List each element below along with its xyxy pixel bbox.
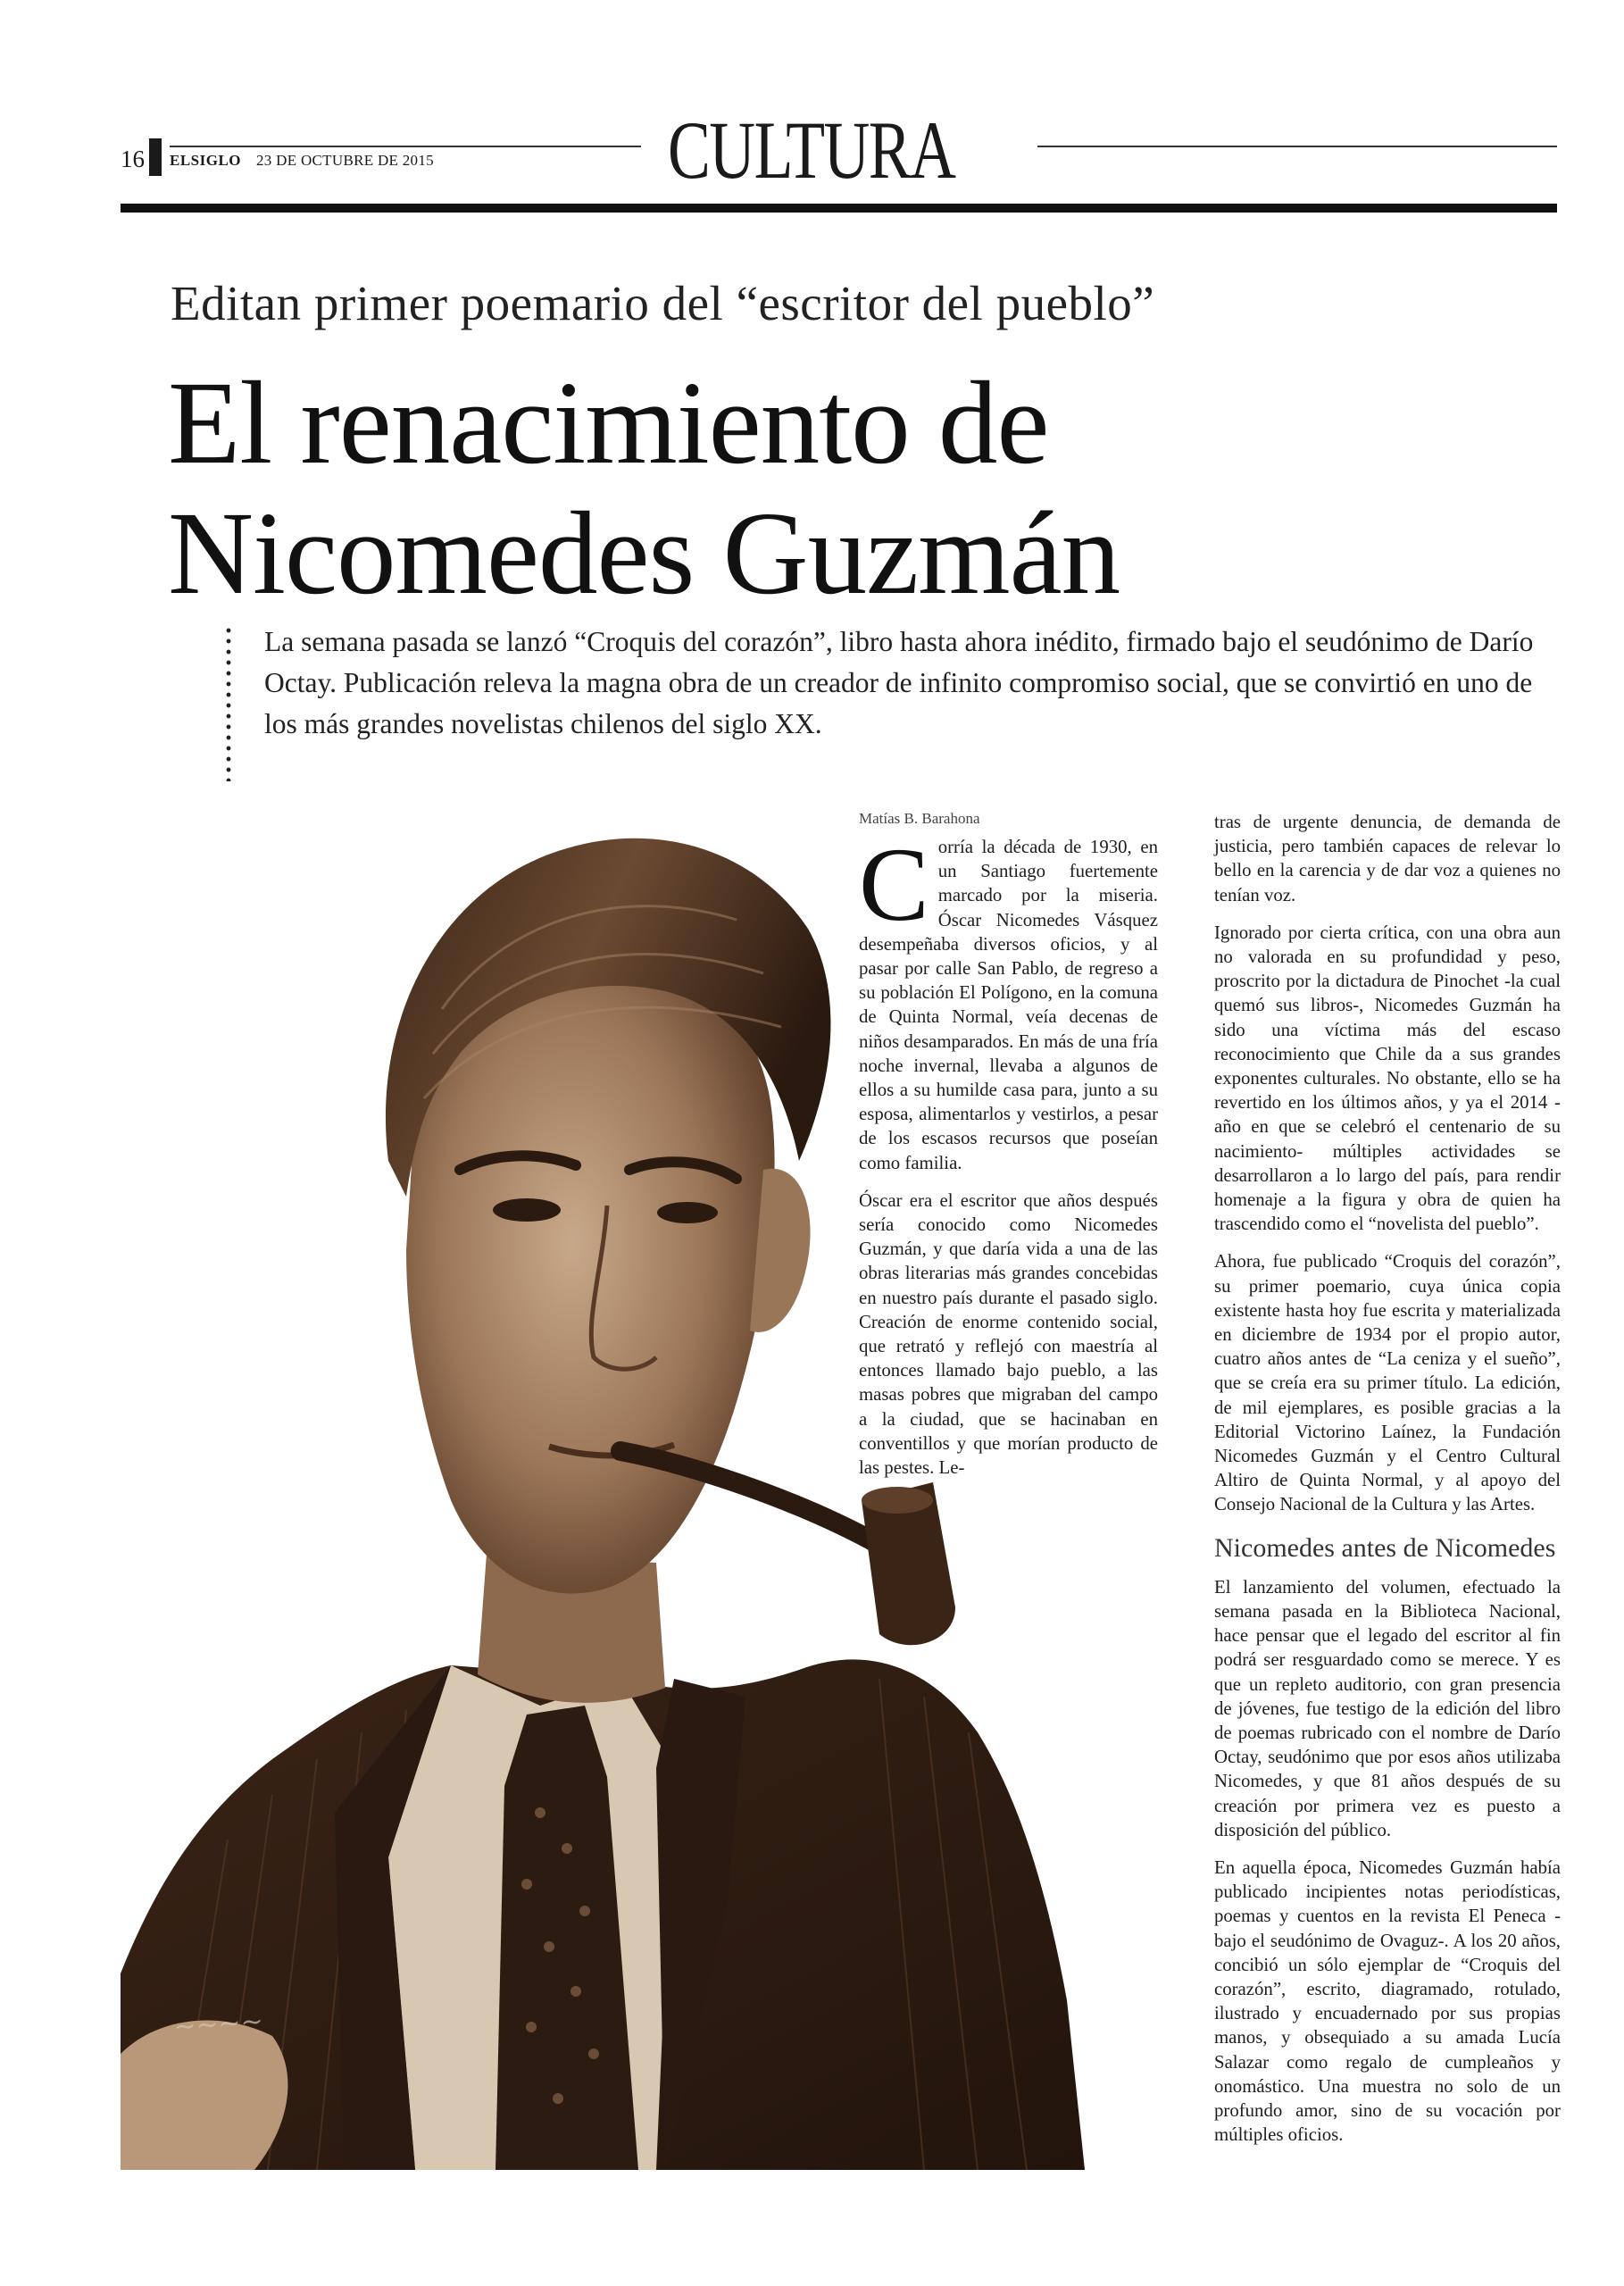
paragraph: Óscar era el escritor que años después sería conocido como Nicomedes Guzmán, y que daría vida a una de las obras literarias más grandes concebidas en nuestro país durante el pasado siglo. Creación de enorme contenido social, que retrató y reflejó con maestría al entonces llamado bajo pueblo, a las masas pobres que migraban del campo a la ciudad, que se hacinaban en conventillos y que morían producto de las pestes. Le- xyxy=(859,1189,1158,1479)
header-rule-right xyxy=(1037,146,1557,147)
column-middle xyxy=(859,826,1158,1493)
lead-dotted-rule xyxy=(226,625,231,781)
column-right xyxy=(1214,810,1561,2160)
article-lead: La semana pasada se lanzó “Croquis del corazón”, libro hasta ahora inédito, firmado bajo el seudónimo de Darío Octay. Publicación releva la magna obra de un creador de infinito compromiso social, que se convirtió en uno de los más grandes novelistas chilenos del siglo XX. xyxy=(264,626,1534,739)
svg-text:~~~~: ~~~~ xyxy=(172,2006,264,2043)
subheading: Nicomedes antes de Nicomedes xyxy=(1214,1532,1556,1563)
header-thick-rule xyxy=(121,204,1557,213)
paragraph: Ignorado por cierta crítica, con una obra aun no valorada en su profundidad y peso, proscrito por la dictadura de Pinochet -la cual quemó sus libros-, Nicomedes Guzmán ha sido una víctima más del escaso reconocimiento que Chile da a sus grandes exponentes culturales. No obstante, ello se ha revertido en los últimos años, y ya el 2014 -año en que se celebró el centenario de su nacimiento- múltiples actividades se desarrollaron a lo largo del país, para rendir homenaje a la figura y obra de quien ha trascendido como el “novelista del pueblo”. xyxy=(1214,922,1561,1235)
page-number: 16 xyxy=(121,146,145,172)
paragraph: El lanzamiento del volumen, efectuado la semana pasada en la Biblioteca Nacional, hace pensar que el legado del escritor al fin podrá ser resguardado como se merece. Y es que un repleto auditorio, con gran presencia de jóvenes, fue testigo de la edición del libro de poemas rubricado con el nombre de Darío Octay, seudónimo que por esos años utilizaba Nicomedes, y que 81 años después de su creación por primera vez es puesto a disposición del público. xyxy=(1214,1576,1561,1840)
paragraph: tras de urgente denuncia, de demanda de justicia, pero también capaces de relevar lo bello en la carencia y de dar voz a quienes no tenían voz. xyxy=(1214,812,1561,905)
article-kicker: Editan primer poemario del “escritor del pueblo” xyxy=(171,276,1155,330)
headline-line-2: Nicomedes Guzmán xyxy=(168,487,1120,619)
section-title: CULTURA xyxy=(668,104,955,196)
issue-date: 23 DE OCTUBRE DE 2015 xyxy=(256,152,434,169)
paragraph xyxy=(859,826,1158,1175)
header-rule-left xyxy=(170,146,641,147)
headline-line-1: El renacimiento de xyxy=(168,356,1049,488)
page-number-bar xyxy=(149,138,162,176)
paragraph: En aquella época, Nicomedes Guzmán había publicado incipientes notas periodísticas, poemas y cuentos en la revista El Peneca -bajo el seudónimo de Ovaguz-. A los 20 años, concibió un sólo ejemplar de “Croquis del corazón”, escrito, diagramado, rotulado, ilustrado y encuadernado por sus propias manos, y obsequiado a su amada Lucía Salazar como regalo de cumpleaños y onomástico. Una muestra no solo de un profundo amor, sino de su vocación por múltiples oficios. xyxy=(1214,1856,1561,2146)
dropcap: C xyxy=(859,826,929,943)
article-headline xyxy=(168,357,1120,618)
byline: Matías B. Barahona xyxy=(859,810,980,827)
paragraph-text: orría la década de 1930, en un Santiago fuertemente marcado por la miseria. Óscar Nicomedes Vásquez desempeñaba diversos oficios, y al pasar por calle San Pablo, de regreso a su población El Polígono, en la comuna de Quinta Normal, veía decenas de niños desamparados. En más de una fría noche invernal, llevaba a algunos de ellos a su humilde casa para, junto a su esposa, alimentarlos y vestirlos, a pesar de los escasos recursos que poseían como familia. xyxy=(859,837,1158,1173)
paragraph: Ahora, fue publicado “Croquis del corazón”, su primer poemario, cuya única copia existente hasta hoy fue escrita y materializada en diciembre de 1934 por el propio autor, cuatro años antes de “La ceniza y el sueño”, que se creía era su primer título. La edición, de mil ejemplares, es posible gracias a la Editorial Victorino Laínez, la Fundación Nicomedes Guzmán y el Centro Cultural Altiro de Quinta Normal, y al apoyo del Consejo Nacional de la Cultura y las Artes. xyxy=(1214,1251,1561,1515)
newspaper-name: ELSIGLO xyxy=(170,152,242,169)
